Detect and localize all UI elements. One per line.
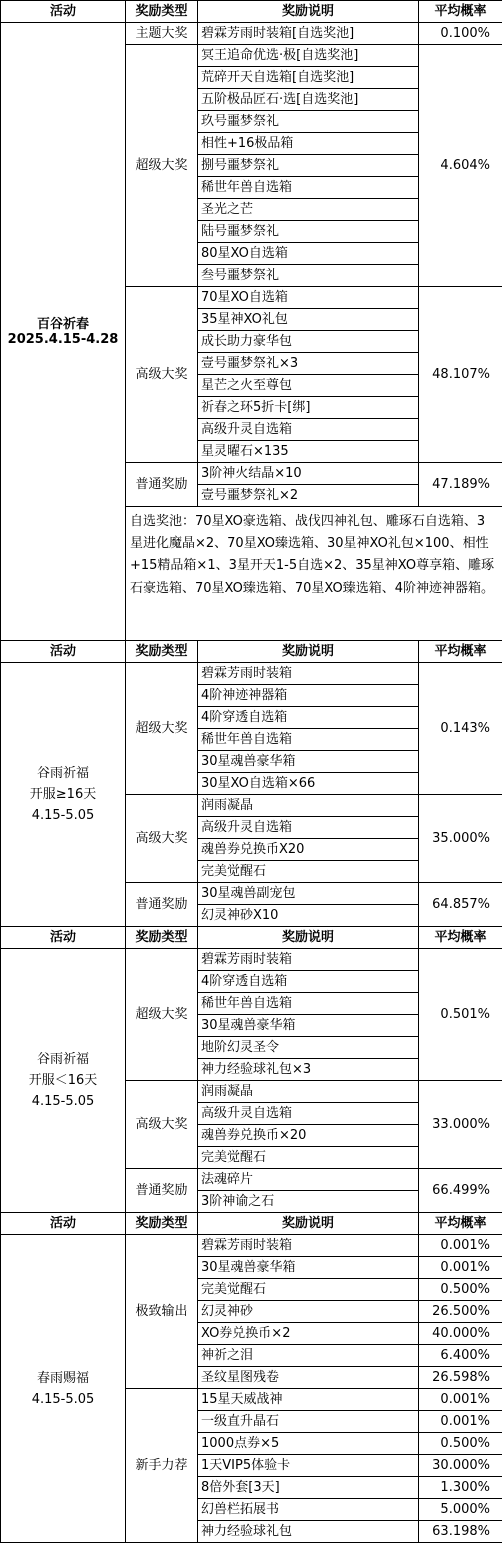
avg-prob-cell: 5.000%	[419, 1499, 502, 1521]
reward-item-cell: 魂兽券兑换币X20	[198, 839, 419, 861]
reward-item-cell: 3阶神谕之石	[198, 1191, 419, 1213]
header-reward-type: 奖励类型	[126, 927, 198, 949]
avg-prob-cell: 47.189%	[419, 463, 502, 507]
header-reward-type: 奖励类型	[126, 1213, 198, 1235]
reward-type-cell: 主题大奖	[126, 23, 198, 45]
reward-item-cell: 魂兽券兑换币×20	[198, 1125, 419, 1147]
reward-item-cell: 完美觉醒石	[198, 861, 419, 883]
reward-item-cell: 圣光之芒	[198, 199, 419, 221]
avg-prob-cell: 66.499%	[419, 1169, 502, 1213]
header-row	[1, 1213, 502, 1235]
reward-item-cell: 地阶幻灵圣令	[198, 1037, 419, 1059]
header-avg-prob: 平均概率	[419, 1213, 502, 1235]
reward-item-cell: 冥王追命优选·极[自选奖池]	[198, 45, 419, 67]
reward-item-cell: 叁号噩梦祭礼	[198, 265, 419, 287]
reward-item-cell: 一级直升晶石	[198, 1411, 419, 1433]
avg-prob-cell: 40.000%	[419, 1323, 502, 1345]
activity-name: 百谷祈春	[1, 317, 125, 332]
avg-prob-cell: 63.198%	[419, 1521, 502, 1543]
reward-item-cell: 荒碎开天自选箱[自选奖池]	[198, 67, 419, 89]
reward-item-cell: 高级升灵自选箱	[198, 817, 419, 839]
reward-item-cell: 五阶极品匠石·选[自选奖池]	[198, 89, 419, 111]
avg-prob-cell: 35.000%	[419, 795, 502, 883]
reward-item-cell: XO券兑换币×2	[198, 1323, 419, 1345]
reward-item-cell: 圣纹星图残卷	[198, 1367, 419, 1389]
header-reward-type: 奖励类型	[126, 1, 198, 23]
reward-item-cell: 稀世年兽自选箱	[198, 729, 419, 751]
reward-type-cell: 普通奖励	[126, 1169, 198, 1213]
table-row	[1, 949, 502, 971]
header-activity: 活动	[1, 1, 126, 23]
activity-cell: 春雨赐福 4.15-5.05	[1, 1235, 126, 1543]
reward-item-cell: 碧霖芳雨时装箱	[198, 663, 419, 685]
reward-item-cell: 4阶穿透自选箱	[198, 971, 419, 993]
header-row	[1, 927, 502, 949]
reward-item-cell: 碧霖芳雨时装箱[自选奖池]	[198, 23, 419, 45]
reward-type-cell: 超级大奖	[126, 45, 198, 287]
avg-prob-cell: 26.500%	[419, 1301, 502, 1323]
reward-item-cell: 4阶神迹神器箱	[198, 685, 419, 707]
reward-item-cell: 35星神XO礼包	[198, 309, 419, 331]
reward-item-cell: 15星天威战神	[198, 1389, 419, 1411]
reward-item-cell: 星芒之火至尊包	[198, 375, 419, 397]
reward-item-cell: 神祈之泪	[198, 1345, 419, 1367]
reward-item-cell: 30星魂兽豪华箱	[198, 751, 419, 773]
reward-item-cell: 碧霖芳雨时装箱	[198, 1235, 419, 1257]
avg-prob-cell: 0.500%	[419, 1433, 502, 1455]
reward-item-cell: 捌号噩梦祭礼	[198, 155, 419, 177]
reward-item-cell: 稀世年兽自选箱	[198, 177, 419, 199]
avg-prob-cell: 33.000%	[419, 1081, 502, 1169]
reward-item-cell: 高级升灵自选箱	[198, 419, 419, 441]
reward-item-cell: 星灵曜石×135	[198, 441, 419, 463]
reward-item-cell: 稀世年兽自选箱	[198, 993, 419, 1015]
avg-prob-cell: 0.001%	[419, 1235, 502, 1257]
reward-item-cell: 80星XO自选箱	[198, 243, 419, 265]
header-activity: 活动	[1, 641, 126, 663]
header-avg-prob: 平均概率	[419, 1, 502, 23]
reward-item-cell: 30星魂兽豪华箱	[198, 1015, 419, 1037]
reward-item-cell: 陆号噩梦祭礼	[198, 221, 419, 243]
activity-cell: 谷雨祈福 开服＜16天 4.15-5.05	[1, 949, 126, 1213]
avg-prob-cell: 26.598%	[419, 1367, 502, 1389]
reward-item-cell: 高级升灵自选箱	[198, 1103, 419, 1125]
avg-prob-cell: 0.501%	[419, 949, 502, 1081]
table-row	[1, 1235, 502, 1257]
avg-prob-cell: 4.604%	[419, 45, 502, 287]
reward-item-cell: 幻灵神砂X10	[198, 905, 419, 927]
reward-item-cell: 70星XO自选箱	[198, 287, 419, 309]
reward-item-cell: 幻兽栏拓展书	[198, 1499, 419, 1521]
reward-item-cell: 润雨凝晶	[198, 1081, 419, 1103]
avg-prob-cell: 0.001%	[419, 1411, 502, 1433]
avg-prob-cell: 0.500%	[419, 1279, 502, 1301]
avg-prob-cell: 0.001%	[419, 1389, 502, 1411]
reward-item-cell: 幻灵神砂	[198, 1301, 419, 1323]
reward-item-cell: 法魂碎片	[198, 1169, 419, 1191]
avg-prob-cell: 48.107%	[419, 287, 502, 463]
reward-item-cell: 完美觉醒石	[198, 1147, 419, 1169]
table-row	[1, 663, 502, 685]
reward-item-cell: 壹号噩梦祭礼×3	[198, 353, 419, 375]
reward-type-cell: 超级大奖	[126, 663, 198, 795]
reward-item-cell: 碧霖芳雨时装箱	[198, 949, 419, 971]
header-avg-prob: 平均概率	[419, 641, 502, 663]
header-reward-desc: 奖励说明	[198, 927, 419, 949]
reward-type-cell: 普通奖励	[126, 463, 198, 507]
header-activity: 活动	[1, 927, 126, 949]
reward-type-cell: 高级大奖	[126, 795, 198, 883]
header-reward-type: 奖励类型	[126, 641, 198, 663]
reward-item-cell: 祈春之环5折卡[绑]	[198, 397, 419, 419]
reward-item-cell: 玖号噩梦祭礼	[198, 111, 419, 133]
reward-item-cell: 神力经验球礼包	[198, 1521, 419, 1543]
activity-cell	[1, 23, 126, 641]
reward-item-cell: 3阶神火结晶×10	[198, 463, 419, 485]
avg-prob-cell: 1.300%	[419, 1477, 502, 1499]
avg-prob-cell: 0.001%	[419, 1257, 502, 1279]
reward-item-cell: 1天VIP5体验卡	[198, 1455, 419, 1477]
avg-prob-cell: 0.143%	[419, 663, 502, 795]
reward-type-cell: 高级大奖	[126, 1081, 198, 1169]
header-row	[1, 641, 502, 663]
pool-note: 自选奖池：70星XO豪选箱、战伐四神礼包、雕琢石自选箱、3星进化魔晶×2、70星XO臻选箱、30星神XO礼包×100、相性+15精品箱×1、3星开天1-5自选×2、35星神XO尊享箱、雕琢石豪选箱、70星XO臻选箱、70星XO臻选箱、4阶神迹神器箱。	[126, 507, 502, 641]
reward-type-cell: 极致输出	[126, 1235, 198, 1389]
reward-type-cell: 高级大奖	[126, 287, 198, 463]
reward-item-cell: 8倍外套[3天]	[198, 1477, 419, 1499]
reward-item-cell: 4阶穿透自选箱	[198, 707, 419, 729]
reward-item-cell: 神力经验球礼包×3	[198, 1059, 419, 1081]
avg-prob-cell: 64.857%	[419, 883, 502, 927]
header-avg-prob: 平均概率	[419, 927, 502, 949]
header-reward-desc: 奖励说明	[198, 1, 419, 23]
table-row	[1, 23, 502, 45]
reward-item-cell: 壹号噩梦祭礼×2	[198, 485, 419, 507]
activity-cell: 谷雨祈福 开服≥16天 4.15-5.05	[1, 663, 126, 927]
reward-item-cell: 相性+16极品箱	[198, 133, 419, 155]
header-reward-desc: 奖励说明	[198, 1213, 419, 1235]
avg-prob-cell: 0.100%	[419, 23, 502, 45]
reward-item-cell: 30星魂兽豪华箱	[198, 1257, 419, 1279]
reward-item-cell: 润雨凝晶	[198, 795, 419, 817]
header-activity: 活动	[1, 1213, 126, 1235]
activity-date: 2025.4.15-4.28	[1, 332, 125, 347]
reward-type-cell: 普通奖励	[126, 883, 198, 927]
reward-item-cell: 1000点券×5	[198, 1433, 419, 1455]
reward-item-cell: 完美觉醒石	[198, 1279, 419, 1301]
reward-item-cell: 成长助力豪华包	[198, 331, 419, 353]
header-reward-desc: 奖励说明	[198, 641, 419, 663]
header-row	[1, 1, 502, 23]
avg-prob-cell: 6.400%	[419, 1345, 502, 1367]
reward-type-cell: 超级大奖	[126, 949, 198, 1081]
avg-prob-cell: 30.000%	[419, 1455, 502, 1477]
reward-item-cell: 30星魂兽副宠包	[198, 883, 419, 905]
reward-type-cell: 新手力荐	[126, 1389, 198, 1543]
reward-item-cell: 30星XO自选箱×66	[198, 773, 419, 795]
